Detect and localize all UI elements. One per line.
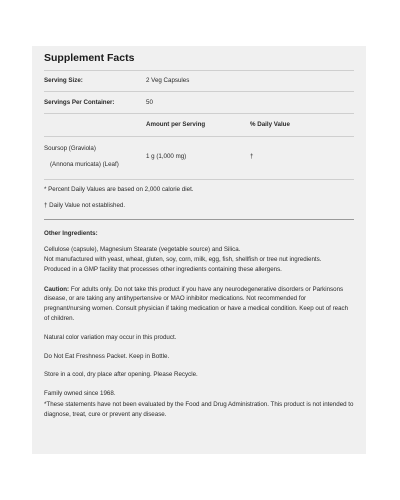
ingredient-amount: 1 g (1,000 mg) bbox=[146, 153, 187, 160]
family-owned-note: Family owned since 1968. bbox=[44, 390, 116, 398]
other-ingredients-text bbox=[44, 245, 354, 274]
ingredient-latin-name: (Annona muricata) (Leaf) bbox=[50, 161, 119, 168]
ingredient-name: Soursop (Graviola) bbox=[44, 145, 96, 152]
divider-thick bbox=[44, 219, 354, 220]
panel-title: Supplement Facts bbox=[44, 52, 135, 64]
other-ingredients-line: Not manufactured with yeast, wheat, gluten, soy, corn, milk, egg, fish, shellfish or tree nut ingredients. bbox=[44, 255, 322, 263]
freshness-packet-note: Do Not Eat Freshness Packet. Keep in Bottle. bbox=[44, 352, 170, 360]
servings-per-container-value: 50 bbox=[146, 98, 153, 106]
divider bbox=[44, 179, 354, 180]
storage-note: Store in a cool, dry place after opening. Please Recycle. bbox=[44, 371, 198, 379]
servings-per-container-row bbox=[44, 92, 354, 113]
daily-value-header: % Daily Value bbox=[250, 121, 290, 129]
servings-per-container-label: Servings Per Container: bbox=[44, 98, 115, 106]
caution-paragraph bbox=[44, 285, 354, 324]
table-header bbox=[44, 114, 354, 136]
ingredient-daily-value: † bbox=[250, 153, 254, 160]
other-ingredients-line: Produced in a GMP facility that processes other ingredients containing these allergens. bbox=[44, 265, 282, 273]
caution-text: For adults only. Do not take this product if you have any neurodegenerative disorders or Parkinsons disease, or are taking any antihypertensive or MAO inhibitor medications. Not recommended for pregnant/nursing women. Consult physician if taking medication or have a medical condition. Keep out of reach of children. bbox=[44, 285, 349, 322]
color-variation-note: Natural color variation may occur in this product. bbox=[44, 333, 177, 341]
caution-label: Caution: bbox=[44, 285, 70, 293]
amount-per-serving-header: Amount per Serving bbox=[146, 121, 206, 129]
serving-size-value: 2 Veg Capsules bbox=[146, 77, 190, 85]
supplement-facts-panel bbox=[32, 46, 366, 454]
other-ingredients-line: Cellulose (capsule), Magnesium Stearate (vegetable source) and Silica. bbox=[44, 246, 241, 254]
serving-size-label: Serving Size: bbox=[44, 77, 83, 85]
other-ingredients-title: Other Ingredients: bbox=[44, 230, 98, 238]
fda-disclaimer: *These statements have not been evaluated by the Food and Drug Administration. This product is not intended to diagnose, treat, cure or prevent any disease. bbox=[44, 400, 354, 418]
percent-dv-footnote: * Percent Daily Values are based on 2,000 calorie diet. bbox=[44, 186, 194, 193]
serving-size-row bbox=[44, 71, 354, 91]
ingredient-row bbox=[44, 137, 354, 179]
dagger-footnote: † Daily Value not established. bbox=[44, 202, 126, 210]
